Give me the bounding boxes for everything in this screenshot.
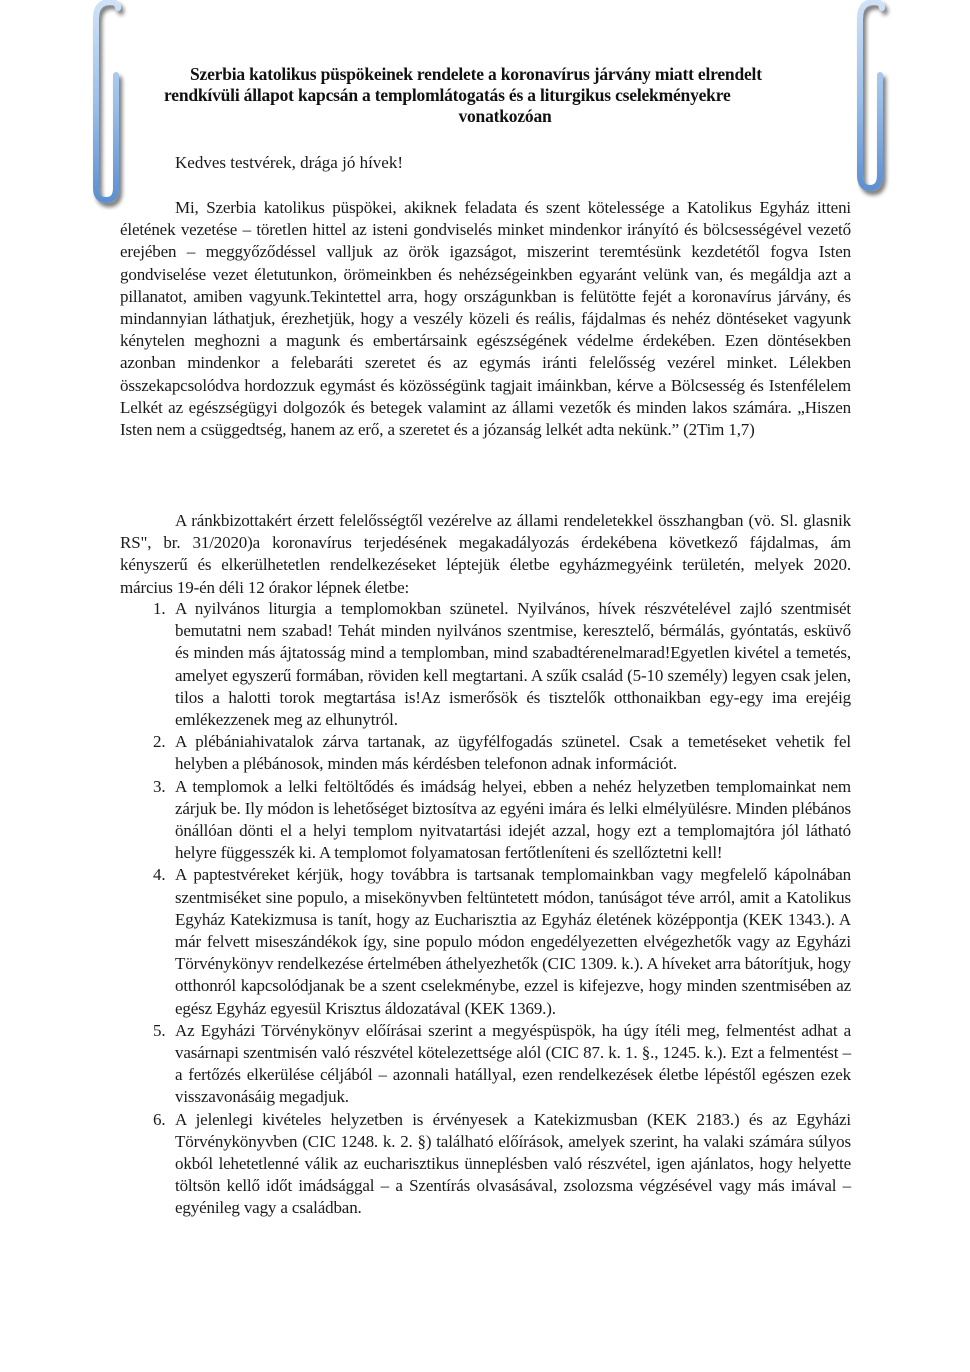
list-item-text: A paptestvéreket kérjük, hogy továbbra is tartsanak templomainkban vagy megfelelő kápolnában szentmiséket sine populo, a misekönyvben feltüntetett módon, tanúságot téve arról, amit a Katolikus Egyház Katekizmusa is tanít, hogy az Eucharisztia az Egyház életének középpontja (KEK 1343.). A már felvett miseszándékok így, sine populo módon engedélyezetten elvégezhetők vagy az Egyházi Törvénykönyv rendelkezése értelmében áthelyezhetők (CIC 1309. k.). A híveket arra bátorítjuk, hogy otthonról kapcsolódjanak be a szent cselekménybe, ezzel is kifejezve, hogy minden szentmisében az egész Egyház egyesül Krisztus áldozatával (KEK 1369.).: [175, 865, 851, 1018]
paragraph-text: A ránkbizottakért érzett felelősségtől vezérelve az állami rendeletekkel összhangban (vö. Sl. glasnik RS", br. 31/2020)a koronavírus terjedésének megakadályozás érdekébena következő fájdalmas, ám kényszerű és elkerülhetetlen rendelkezéseket léptejük életbe egyházmegyéink területén, melyek 2020. március 19-én déli 12 órakor lépnek életbe:: [120, 511, 851, 597]
list-item: [120, 731, 851, 775]
list-item-text: A templomok a lelki feltöltődés és imádság helyei, ebben a nehéz helyzetben templomainkat nem zárjuk be. Ily módon is lehetőséget biztosítva az egyéni imára és lelki elmélyülésre. Minden plébános önállóan dönti el a helyi templom nyitvatartási idejét azzal, hogy ezt a templomajtóra jól látható helyre függesszék ki. A templomot folyamatosan fertőtleníteni és szellőztetni kell!: [175, 776, 851, 863]
paperclip-icon: [852, 0, 892, 210]
body-paragraph: [120, 510, 851, 599]
list-item: [120, 1020, 851, 1109]
list-item: [120, 598, 851, 731]
list-number: 5.: [153, 1020, 166, 1040]
list-number: 6.: [153, 1109, 166, 1129]
list-item: [120, 776, 851, 865]
list-item-text: A jelenlegi kivételes helyzetben is érvényesek a Katekizmusban (KEK 2183.) és az Egyházi Törvénykönyvben (CIC 1248. k. 2. §) található előírások, amelyek szerint, ha valaki számára súlyos okból lehetetlenné válik az eucharisztikus ünneplésben való részvétel, igen ajánlatos, hogy helyette töltsön kellő időt imádsággal – a Szentírás olvasásával, zsolozsma végzésével vagy más imával – egyénileg vagy a családban.: [175, 1109, 851, 1218]
document-title: [160, 64, 850, 127]
list-number: 1.: [153, 599, 166, 618]
title-line-1: Szerbia katolikus püspökeinek rendelete a koronavírus járvány miatt elrendelt: [190, 64, 762, 84]
list-item-text: A nyilvános liturgia a templomokban szünetel. Nyilvános, hívek részvételével zajló szentmisét bemutatni nem szabad! Tehát minden nyilvános szentmise, keresztelő, bérmálás, gyóntatás, esküvő és minden más ájtatosság mind a templomban, mind szabadtérenelmarad!Egyetlen kivétel a temetés, amelyet egyszerű formában, röviden kell megtartani. A szűk család (5-10 személy) legyen csak jelen, tilos a halotti torok megtartása is!Az ismerősök és tisztelők otthonaikban egy-egy ima erejéig emlékezzenek meg az elhunytról.: [175, 599, 851, 730]
title-line-3: vonatkozóan: [458, 106, 552, 126]
title-line-2: rendkívüli állapot kapcsán a templomlátogatás és a liturgikus cselekményekre: [164, 85, 731, 105]
provisions-list: [120, 598, 851, 1220]
greeting: Kedves testvérek, drága jó hívek!: [175, 153, 403, 172]
list-item: [120, 1109, 851, 1220]
list-item: [120, 864, 851, 1019]
list-item-text: Az Egyházi Törvénykönyv előírásai szerint a megyéspüspök, ha úgy ítéli meg, felmentést adhat a vasárnapi szentmisén való részvétel kötelezettsége alól (CIC 87. k. 1. §., 1245. k.). Ezt a felmentést – a fertőzés elkerülése céljából – azonnali hatállyal, ezen rendelkezések életbe lépéstől egészen ezek visszavonásáig megadjuk.: [175, 1020, 851, 1107]
paperclip-icon: [88, 0, 128, 210]
paragraph-text: Mi, Szerbia katolikus püspökei, akiknek feladata és szent kötelessége a Katolikus Egyház itteni életének vezetése – töretlen hittel az isteni gondviselés minket mindenkor irányító és bölcsességével vezető erejében – meggyőződéssel valljuk az örök igazságot, miszerint teremtésünk kezdetétől fogva Isten gondviselése vezet életutunkon, örömeinkben és nehézségeinkben egyaránt velünk van, és megáldja azt a pillanatot, amiben vagyunk.Tekintettel arra, hogy országunkban is felütötte fejét a koronavírus járvány, és mindannyian láthatjuk, érezhetjük, hogy a veszély közeli és reális, fájdalmas és nehéz döntéseket vagyunk kénytelen meghozni a magunk és embertársaink egészségének védelme érdekében. Ezen döntésekben azonban mindenkor a felebaráti szeretet és az egymás iránti felelősség vezérel minket. Lélekben összekapcsolódva hordozzuk egymást és közösségünk tagjait imáinkban, kérve a Bölcsesség és Istenfélelem Lelkét az egészségügyi dolgozók és betegek valamint az állami vezetők és minden lakos számára. „Hiszen Isten nem a csüggedtség, hanem az erő, a szeretet és a józanság lelkét adta nekünk.” (2Tim 1,7): [120, 198, 851, 440]
list-number: 3.: [153, 776, 166, 796]
list-item-text: A plébániahivatalok zárva tartanak, az ügyfélfogadás szünetel. Csak a temetéseket vehetik fel helyben a plébánosok, minden más kérdésben telefonon adnak információt.: [175, 732, 851, 774]
list-number: 2.: [153, 732, 166, 752]
list-number: 4.: [153, 865, 166, 885]
body-paragraph: [120, 197, 851, 441]
